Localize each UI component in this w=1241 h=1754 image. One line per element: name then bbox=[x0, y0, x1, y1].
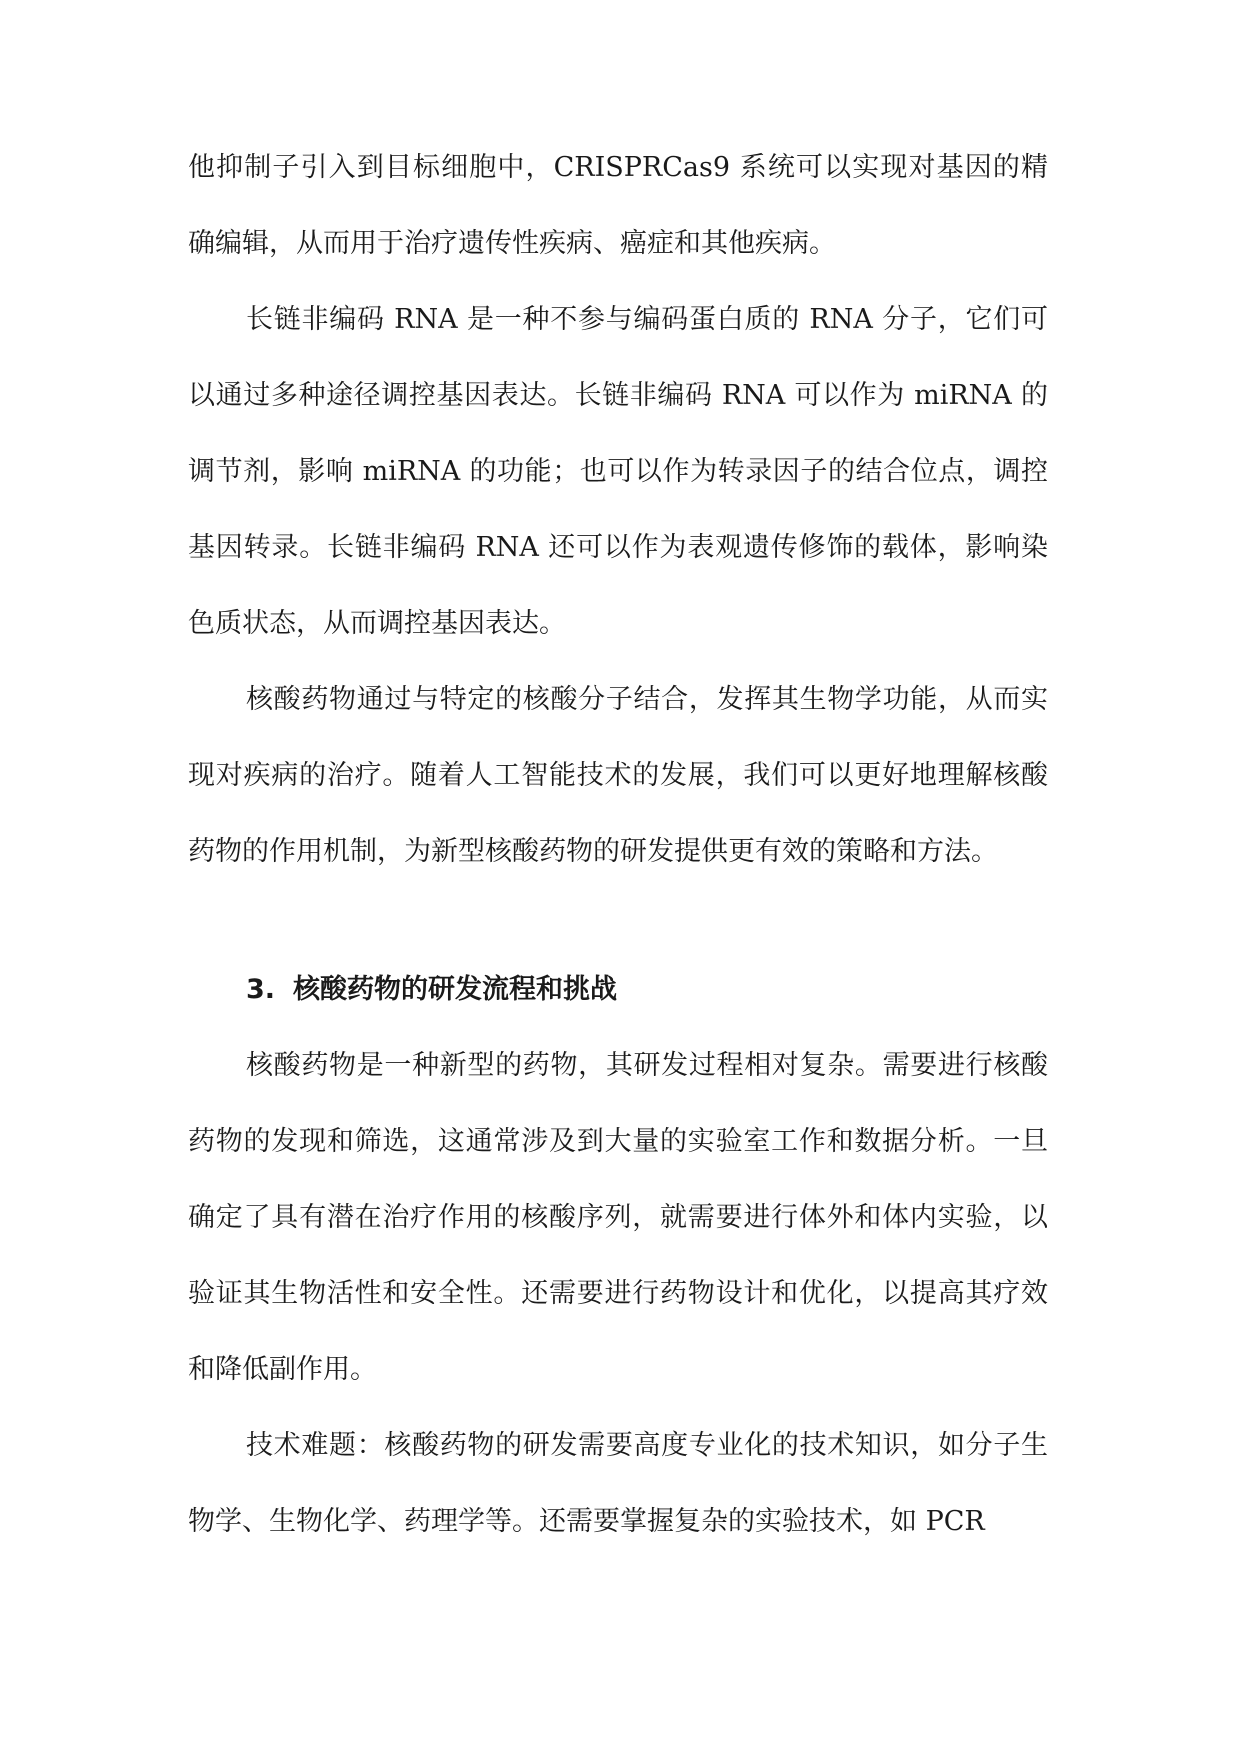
body-paragraph: 核酸药物通过与特定的核酸分子结合，发挥其生物学功能，从而实现对疾病的治疗。随着人工智能技术的发展，我们可以更好地理解核酸药物的作用机制，为新型核酸药物的研发提供更有效的策略和方法。 bbox=[188, 684, 1048, 867]
document-page bbox=[188, 130, 1048, 1560]
body-paragraph: 他抑制子引入到目标细胞中，CRISPRCas9 系统可以实现对基因的精确编辑，从而用于治疗遗传性疾病、癌症和其他疾病。 bbox=[188, 152, 1048, 259]
section-number: 3. bbox=[246, 974, 276, 1005]
body-paragraph: 核酸药物是一种新型的药物，其研发过程相对复杂。需要进行核酸药物的发现和筛选，这通常涉及到大量的实验室工作和数据分析。一旦确定了具有潜在治疗作用的核酸序列，就需要进行体外和体内实验，以验证其生物活性和安全性。还需要进行药物设计和优化，以提高其疗效和降低副作用。 bbox=[188, 1050, 1048, 1385]
body-paragraph: 技术难题：核酸药物的研发需要高度专业化的技术知识，如分子生物学、生物化学、药理学等。还需要掌握复杂的实验技术，如 PCR bbox=[188, 1430, 1048, 1537]
section-heading bbox=[188, 952, 1048, 1028]
body-paragraph: 长链非编码 RNA 是一种不参与编码蛋白质的 RNA 分子，它们可以通过多种途径调控基因表达。长链非编码 RNA 可以作为 miRNA 的调节剂，影响 miRNA 的功能；也可以作为转录因子的结合位点，调控基因转录。长链非编码 RNA 还可以作为表观遗传修饰的载体，影响染色质状态，从而调控基因表达。 bbox=[188, 304, 1048, 639]
section-title: 核酸药物的研发流程和挑战 bbox=[293, 974, 618, 1005]
